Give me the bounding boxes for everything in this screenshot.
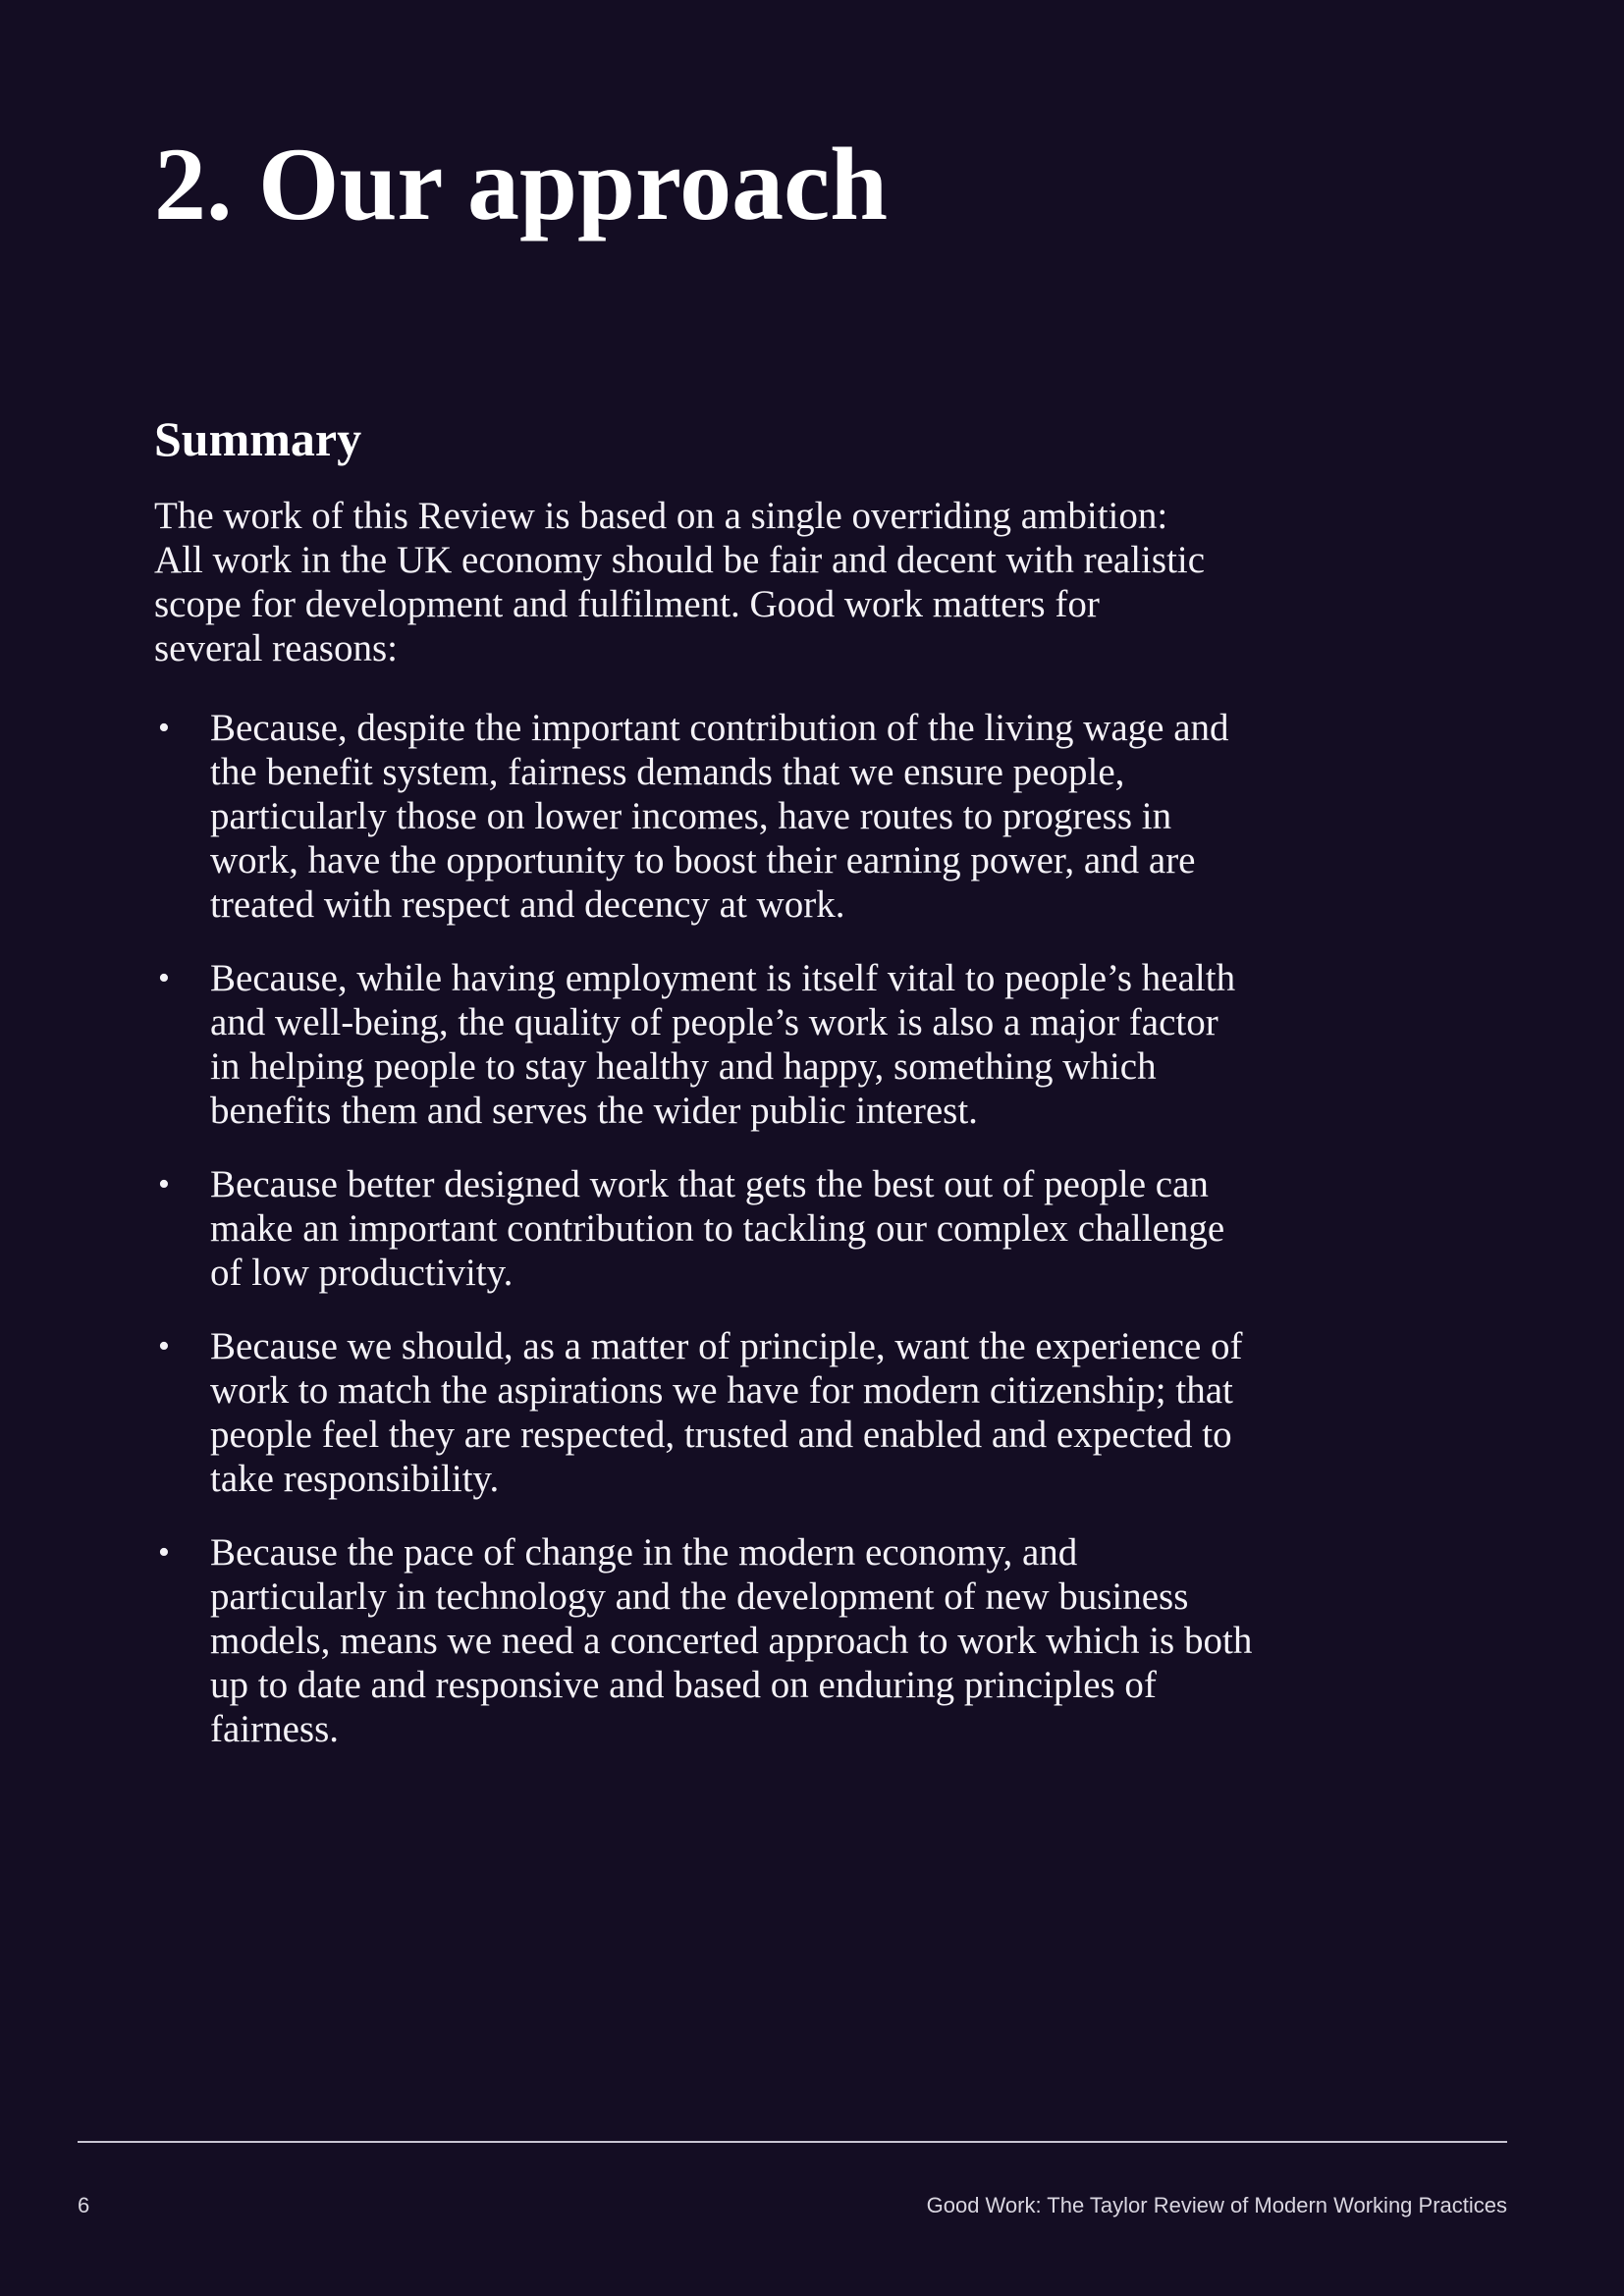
summary-intro: The work of this Review is based on a single overriding ambition: All work in the UK economy should be fair and decent with realistic scope for development and fulfilment. Good work matters for several reasons: xyxy=(154,495,1206,669)
list-item-text: Because the pace of change in the modern economy, and particularly in technology and the development of new business models, means we need a concerted approach to work which is both up to date and responsive and based on enduring principles of fairness. xyxy=(210,1531,1253,1750)
list-item xyxy=(154,706,1254,927)
list-item xyxy=(154,1324,1254,1501)
publication-title: Good Work: The Taylor Review of Modern Working Practices xyxy=(926,2193,1507,2217)
bullet-icon: • xyxy=(158,710,170,746)
list-item xyxy=(154,1162,1254,1295)
page-title: 2. Our approach xyxy=(154,127,889,241)
summary-heading: Summary xyxy=(154,411,362,466)
list-item-text: Because better designed work that gets the best out of people can make an important contribution to tackling our complex challenge of low productivity. xyxy=(210,1163,1225,1294)
bullet-icon: • xyxy=(158,1534,170,1571)
footer-divider xyxy=(78,2141,1507,2143)
bullet-icon: • xyxy=(158,1328,170,1364)
page-number: 6 xyxy=(78,2193,90,2217)
list-item-text: Because, despite the important contribution of the living wage and the benefit system, fairness demands that we ensure people, particularly those on lower incomes, have routes to progress in work, have the opportunity to boost their earning power, and are treated with respect and decency at work. xyxy=(210,707,1229,926)
list-item xyxy=(154,956,1254,1133)
reasons-list xyxy=(154,706,1254,1751)
bullet-icon: • xyxy=(158,1166,170,1202)
list-item-text: Because we should, as a matter of principle, want the experience of work to match the aspirations we have for modern citizenship; that people feel they are respected, trusted and enabled and expected to take responsibility. xyxy=(210,1325,1243,1500)
bullet-icon: • xyxy=(158,960,170,996)
list-item xyxy=(154,1530,1254,1751)
summary-section xyxy=(154,412,1254,1781)
list-item-text: Because, while having employment is itself vital to people’s health and well-being, the quality of people’s work is also a major factor in helping people to stay healthy and happy, something which benefits them and serves the wider public interest. xyxy=(210,957,1236,1132)
